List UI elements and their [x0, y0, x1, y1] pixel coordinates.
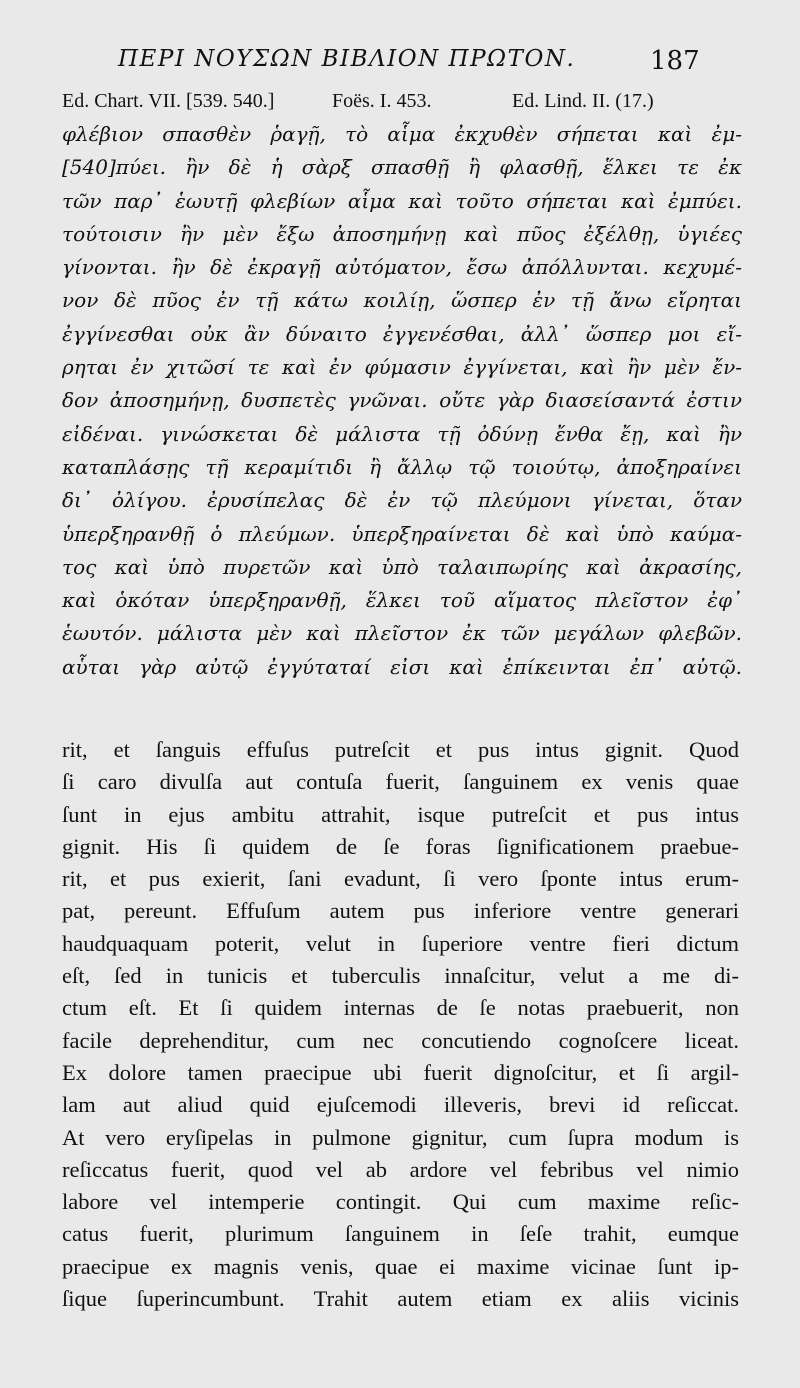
latin-line: catus fuerit, plurimum ſanguinem in ſeſe trahit, eumque [62, 1221, 739, 1247]
greek-line: καὶ ὁκόταν ὑπερξηρανθῇ, ἕλκει τοῦ αἵματος πλεῖστον ἐφ᾽ [62, 588, 742, 613]
latin-line: pat, pereunt. Effuſum autem pus inferiore ventre generari [62, 898, 739, 924]
latin-line: reſiccatus fuerit, quod vel ab ardore vel febribus vel nimio [62, 1156, 739, 1182]
greek-line: φλέβιον σπασθὲν ῥαγῇ, τὸ αἷμα ἐκχυθὲν σήπεται καὶ ἐμ- [62, 122, 742, 146]
latin-text [62, 734, 739, 1315]
latin-line: Ex dolore tamen praecipue ubi fuerit dignoſcitur, et ſi argil- [62, 1059, 739, 1085]
edition-ref-chartier: Ed. Chart. VII. [539. 540.] [62, 90, 275, 112]
greek-line: ρηται ἐν χιτῶσί τε καὶ ἐν φύμασιν ἐγγίνεται, καὶ ἢν μὲν ἔν- [62, 355, 742, 380]
greek-line: δι᾽ ὀλίγου. ἐρυσίπελας δὲ ἐν τῷ πλεύμονι γίνεται, ὅταν [62, 488, 742, 513]
latin-line: praecipue ex magnis venis, quae ei maxime vicinae ſunt ip- [62, 1253, 739, 1279]
latin-line: ſunt in ejus ambitu attrahit, isque putreſcit et pus intus [62, 801, 739, 827]
greek-line: νον δὲ πῦος ἐν τῇ κάτω κοιλίῃ, ὥσπερ ἐν τῇ ἄνω εἴρηται [62, 288, 742, 313]
greek-line: εἰδέναι. γινώσκεται δὲ μάλιστα τῇ ὀδύνῃ ἔνθα ἔῃ, καὶ ἢν [62, 421, 742, 446]
latin-line: ſique ſuperincumbunt. Trahit autem etiam ex aliis vicinis [62, 1286, 739, 1312]
greek-line: τος καὶ ὑπὸ πυρετῶν καὶ ὑπὸ ταλαιπωρίης καὶ ἀκρασίης, [62, 554, 742, 579]
latin-line: At vero eryſipelas in pulmone gignitur, cum ſupra modum is [62, 1124, 739, 1150]
edition-ref-foes: Foës. I. 453. [332, 90, 432, 112]
greek-line: τούτοισιν ἢν μὲν ἔξω ἀποσημήνῃ καὶ πῦος ἐξέλθῃ, ὑγιέες [62, 221, 742, 246]
latin-line: labore vel intemperie contingit. Qui cum maxime reſic- [62, 1189, 739, 1215]
greek-line: καταπλάσῃς τῇ κεραμίτιδι ἢ ἄλλῳ τῷ τοιούτῳ, ἀποξηραίνει [62, 454, 742, 479]
greek-line: ἑωυτόν. μάλιστα μὲν καὶ πλεῖστον ἐκ τῶν μεγάλων φλεβῶν. [62, 621, 742, 646]
latin-line: facile deprehenditur, cum nec concutiendo cognoſcere liceat. [62, 1027, 739, 1053]
latin-line: gignit. His ſi quidem de ſe foras ſignificationem praebue- [62, 833, 739, 859]
page-number: 187 [650, 46, 700, 76]
greek-line: ὑπερξηρανθῇ ὁ πλεύμων. ὑπερξηραίνεται δὲ καὶ ὑπὸ καύμα- [62, 521, 742, 546]
greek-line: τῶν παρ᾽ ἑωυτῇ φλεβίων αἷμα καὶ τοῦτο σήπεται καὶ ἐμπύει. [62, 188, 742, 213]
edition-ref-linden: Ed. Lind. II. (17.) [512, 90, 654, 112]
greek-line: [540]πύει. ἢν δὲ ἡ σὰρξ σπασθῇ ἢ φλασθῇ, ἕλκει τε ἐκ [62, 155, 742, 180]
greek-line: αὗται γὰρ αὐτῷ ἐγγύταταί εἰσι καὶ ἐπίκεινται ἐπ᾽ αὐτῷ. [62, 654, 742, 679]
edition-references [62, 90, 762, 113]
latin-line: ctum eſt. Et ſi quidem internas de ſe notas praebuerit, non [62, 995, 739, 1021]
latin-line: haudquaquam poterit, velut in ſuperiore ventre fieri dictum [62, 930, 739, 956]
greek-line: γίνονται. ἢν δὲ ἐκραγῇ αὐτόματον, ἔσω ἀπόλλυνται. κεχυμέ- [62, 255, 742, 280]
greek-line: ἐγγίνεσθαι οὐκ ἂν δύναιτο ἐγγενέσθαι, ἀλλ᾽ ὥσπερ μοι εἴ- [62, 321, 742, 346]
greek-line: δον ἀποσημήνῃ, δυσπετὲς γνῶναι. οὔτε γὰρ διασείσαντά ἐστιν [62, 388, 742, 413]
greek-text [62, 118, 742, 684]
latin-line: lam aut aliud quid ejuſcemodi illeveris, brevi id reſiccat. [62, 1092, 739, 1118]
latin-line: ſi caro divulſa aut contuſa fuerit, ſanguinem ex venis quae [62, 769, 739, 795]
latin-line: eſt, ſed in tunicis et tuberculis innaſcitur, velut a me di- [62, 963, 739, 989]
running-head: ΠΕΡΙ ΝΟΥΣΩΝ ΒΙΒΛΙΟΝ ΠΡΩΤΟΝ. [118, 46, 576, 72]
latin-line: rit, et pus exierit, ſani evadunt, ſi vero ſponte intus erum- [62, 866, 739, 892]
latin-line: rit, et ſanguis effuſus putreſcit et pus intus gignit. Quod [62, 737, 739, 762]
